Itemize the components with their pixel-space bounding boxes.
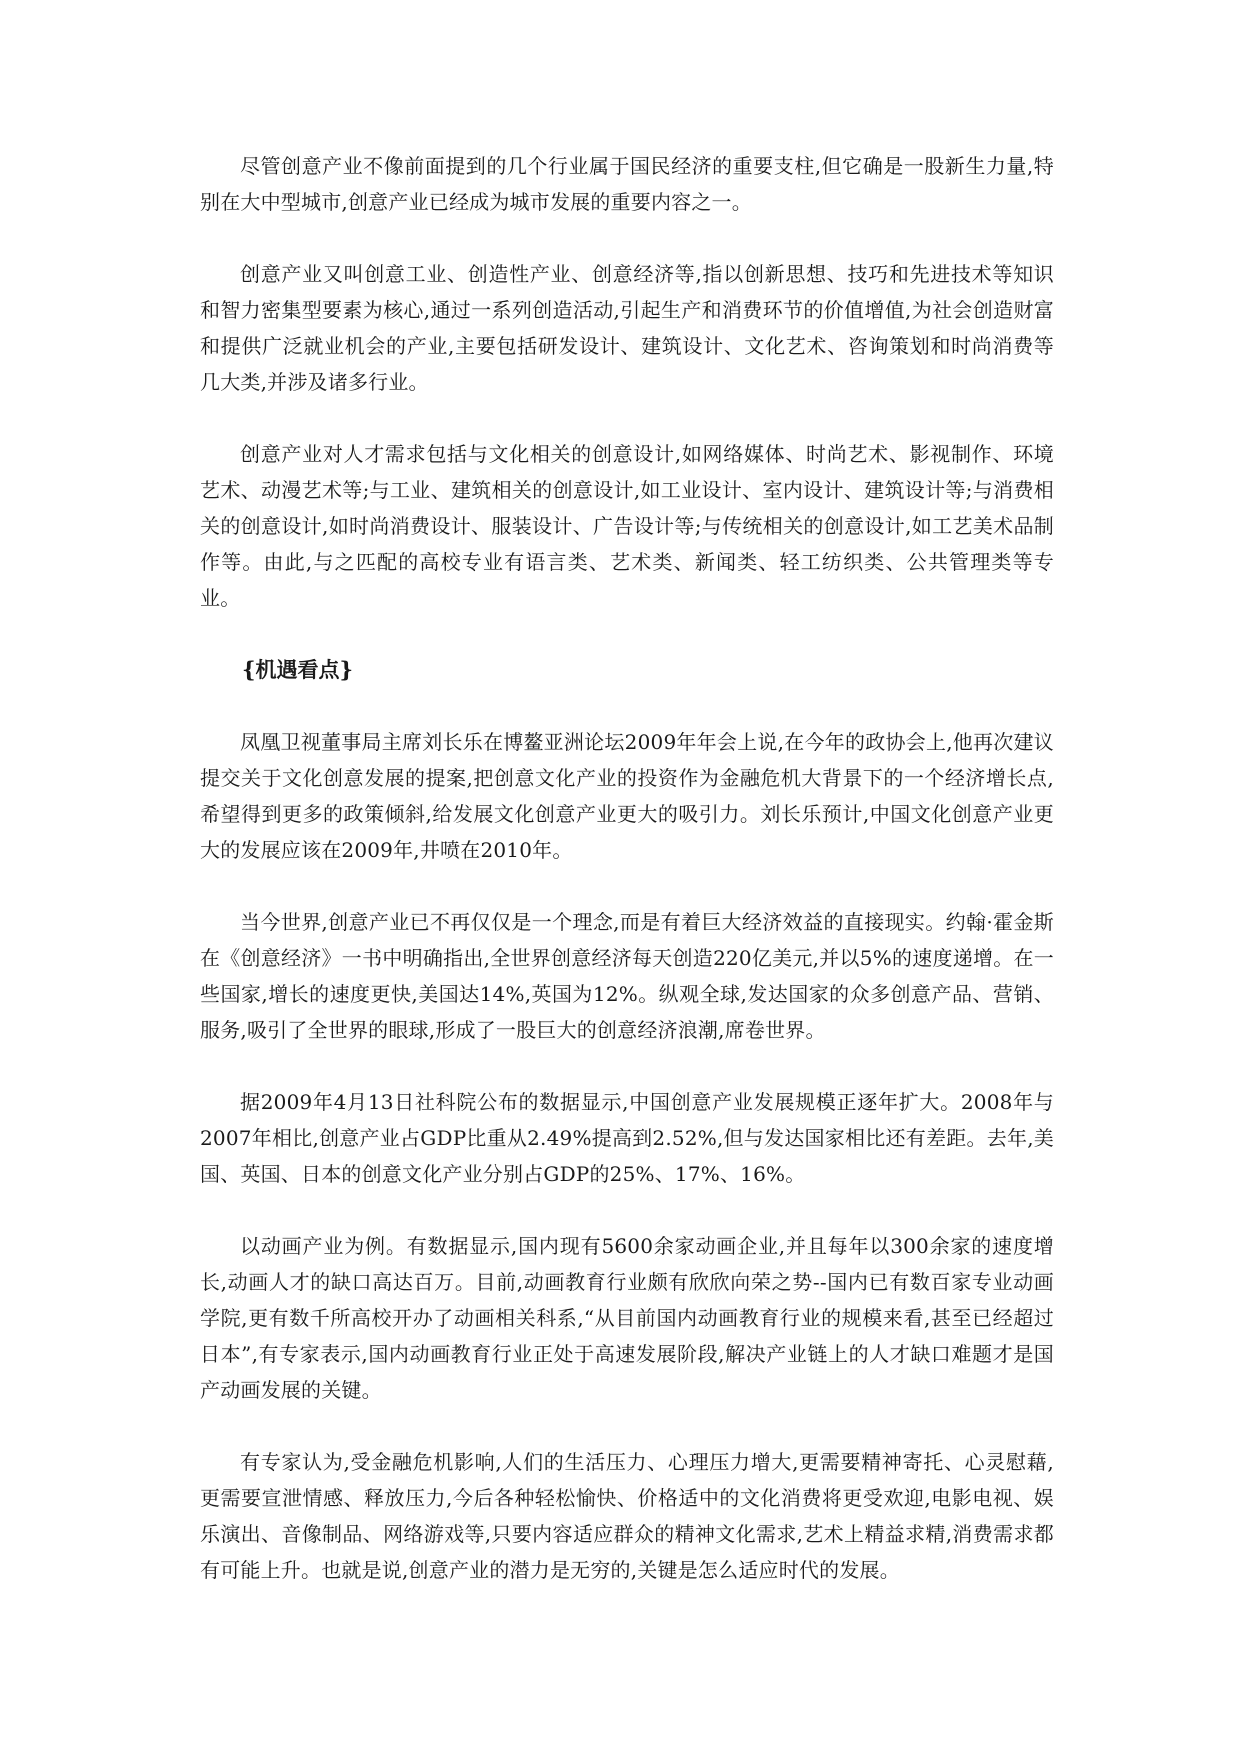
paragraph-creative-industry-definition: 创意产业又叫创意工业、创造性产业、创意经济等,指以创新思想、技巧和先进技术等知识和智力密集型要素为核心,通过一系列创造活动,引起生产和消费环节的价值增值,为社会创造财富和提供广泛就业机会的产业,主要包括研发设计、建筑设计、文化艺术、咨询策划和时尚消费等几大类,并涉及诸多行业。	[200, 262, 1054, 394]
document-page	[200, 148, 1054, 1624]
paragraph-animation-industry: 以动画产业为例。有数据显示,国内现有5600余家动画企业,并且每年以300余家的速度增长,动画人才的缺口高达百万。目前,动画教育行业颇有欣欣向荣之势--国内已有数百家专业动画学院,更有数千所高校开办了动画相关科系,“从目前国内动画教育行业的规模来看,甚至已经超过日本”,有专家表示,国内动画教育行业正处于高速发展阶段,解决产业链上的人才缺口难题才是国产动画发展的关键。	[200, 1234, 1054, 1402]
section-heading-opportunities: {机遇看点}	[242, 657, 354, 682]
paragraph-china-gdp-share: 据2009年4月13日社科院公布的数据显示,中国创意产业发展规模正逐年扩大。2008年与2007年相比,创意产业占GDP比重从2.49%提高到2.52%,但与发达国家相比还有差距。去年,美国、英国、日本的创意文化产业分别占GDP的25%、17%、16%。	[200, 1090, 1054, 1186]
paragraph-creative-industry-importance: 尽管创意产业不像前面提到的几个行业属于国民经济的重要支柱,但它确是一股新生力量,特别在大中型城市,创意产业已经成为城市发展的重要内容之一。	[200, 154, 1054, 214]
paragraph-expert-outlook: 有专家认为,受金融危机影响,人们的生活压力、心理压力增大,更需要精神寄托、心灵慰藉,更需要宣泄情感、释放压力,今后各种轻松愉快、价格适中的文化消费将更受欢迎,电影电视、娱乐演出、音像制品、网络游戏等,只要内容适应群众的精神文化需求,艺术上精益求精,消费需求都有可能上升。也就是说,创意产业的潜力是无穷的,关键是怎么适应时代的发展。	[200, 1450, 1054, 1582]
paragraph-talent-demand: 创意产业对人才需求包括与文化相关的创意设计,如网络媒体、时尚艺术、影视制作、环境艺术、动漫艺术等;与工业、建筑相关的创意设计,如工业设计、室内设计、建筑设计等;与消费相关的创意设计,如时尚消费设计、服装设计、广告设计等;与传统相关的创意设计,如工艺美术品制作等。由此,与之匹配的高校专业有语言类、艺术类、新闻类、轻工纺织类、公共管理类等专业。	[200, 442, 1054, 610]
paragraph-phoenix-tv-proposal: 凤凰卫视董事局主席刘长乐在博鳌亚洲论坛2009年年会上说,在今年的政协会上,他再次建议提交关于文化创意发展的提案,把创意文化产业的投资作为金融危机大背景下的一个经济增长点,希望得到更多的政策倾斜,给发展文化创意产业更大的吸引力。刘长乐预计,中国文化创意产业更大的发展应该在2009年,井喷在2010年。	[200, 730, 1054, 862]
paragraph-global-creative-economy: 当今世界,创意产业已不再仅仅是一个理念,而是有着巨大经济效益的直接现实。约翰·霍金斯在《创意经济》一书中明确指出,全世界创意经济每天创造220亿美元,并以5%的速度递增。在一些国家,增长的速度更快,美国达14%,英国为12%。纵观全球,发达国家的众多创意产品、营销、服务,吸引了全世界的眼球,形成了一股巨大的创意经济浪潮,席卷世界。	[200, 910, 1054, 1042]
